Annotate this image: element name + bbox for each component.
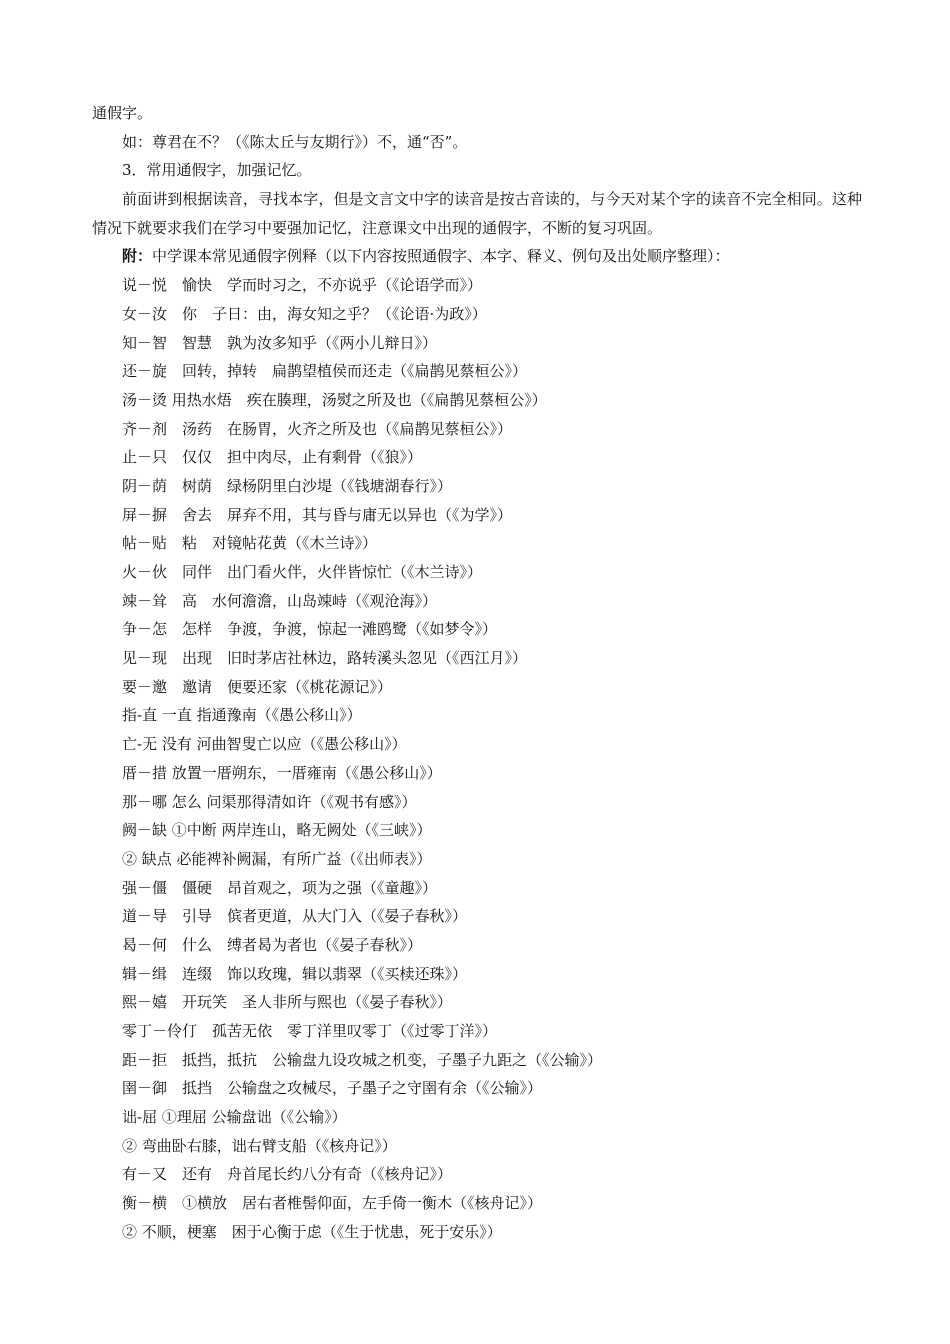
entry-line: 衡－横 ①横放 居右者椎髻仰面，左手倚一衡木（《核舟记》） <box>122 1194 543 1213</box>
entry-line: ② 不顺，梗塞 困于心衡于虑（《生于忧患，死于安乐》） <box>122 1222 502 1241</box>
entry-line: 女－汝 你 子日：由，海女知之乎？（《论语·为政》） <box>122 304 487 323</box>
intro-line: 通假字。 <box>92 104 153 122</box>
entry-line: 止－只 仅仅 担中肉尽，止有剩骨（《狼》） <box>122 448 423 467</box>
entry-line: 距－拒 抵挡，抵抗 公输盘九设攻城之机变，子墨子九距之（《公输》） <box>122 1050 603 1069</box>
entry-line: 道－导 引导 傧者更道，从大门入（《晏子春秋》） <box>122 907 468 926</box>
entry-line: 强－僵 僵硬 昂首观之，项为之强（《童趣》） <box>122 878 438 897</box>
entry-line: 知－智 智慧 孰为汝多知乎（《两小儿辩日》） <box>122 333 438 352</box>
appendix-label: 附： <box>122 247 153 266</box>
entry-line: 火－伙 同伴 出门看火伴，火伴皆惊忙（《木兰诗》） <box>122 563 483 582</box>
entry-line: 亡-无 没有 河曲智叟亡以应（《愚公移山》） <box>122 735 407 754</box>
entry-line: 有－又 还有 舟首尾长约八分有奇（《核舟记》） <box>122 1165 453 1184</box>
entry-line: ② 缺点 必能裨补阙漏，有所广益（《出师表》） <box>122 849 432 868</box>
document-body <box>92 99 862 1247</box>
explanation-paragraph: 前面讲到根据读音，寻找本字，但是文言文中字的读音是按古音读的，与今天对某个字的读音不完全相同。这种情况下就要求我们在学习中要强加记忆，注意课文中出现的通假字，不断的复习巩固。 <box>92 190 862 237</box>
entry-line: 阙－缺 ①中断 两岸连山，略无阙处（《三峡》） <box>122 821 432 840</box>
appendix-text: 中学课本常见通假字例释（以下内容按照通假字、本字、释义、例句及出处顺序整理）： <box>152 247 730 266</box>
appendix-heading <box>92 242 862 271</box>
entry-line: 指-直 一直 指通豫南（《愚公移山》） <box>122 706 362 725</box>
entry-list <box>92 271 862 1246</box>
entry-line: 那－哪 怎么 问渠那得清如许（《观书有感》） <box>122 792 417 811</box>
entry-line: 诎-屈 ①理屈 公输盘诎（《公输》） <box>122 1108 347 1127</box>
entry-line: 还－旋 回转，掉转 扁鹊望植侯而还走（《扁鹊见蔡桓公》） <box>122 362 528 381</box>
entry-line: 要－邀 邀请 便要还家（《桃花源记》） <box>122 677 393 696</box>
section-heading: 3．常用通假字，加强记忆。 <box>122 161 312 180</box>
entry-line: 竦－耸 高 水何澹澹，山岛竦峙（《观沧海》） <box>122 591 438 610</box>
entry-line: ② 弯曲卧右膝，诎右臂支船（《核舟记》） <box>122 1136 397 1155</box>
entry-line: 说－悦 愉快 学而时习之，不亦说乎（《论语学而》） <box>122 276 483 295</box>
entry-line: 辑－缉 连缀 饰以玫瑰，辑以翡翠（《买椟还珠》） <box>122 964 468 983</box>
entry-line: 争－怎 怎样 争渡，争渡，惊起一滩鸥鹭（《如梦令》） <box>122 620 498 639</box>
entry-line: 见－现 出现 旧时茅店社林边，路转溪头忽见（《西江月》） <box>122 649 528 668</box>
entry-line: 齐－剂 汤药 在肠胃，火齐之所及也（《扁鹊见蔡桓公》） <box>122 419 513 438</box>
entry-line: 屏－摒 舍去 屏弃不用，其与昏与庸无以异也（《为学》） <box>122 505 513 524</box>
entry-line: 阴－荫 树荫 绿杨阴里白沙堤（《钱塘湖春行》） <box>122 476 453 495</box>
entry-line: 曷－何 什么 缚者曷为者也（《晏子春秋》） <box>122 935 423 954</box>
entry-line: 圉－御 抵挡 公输盘之攻械尽，子墨子之守圉有余（《公输》） <box>122 1079 543 1098</box>
entry-line: 熙－嬉 开玩笑 圣人非所与熙也（《晏子春秋》） <box>122 993 453 1012</box>
entry-line: 零丁－伶仃 孤苦无依 零丁洋里叹零丁（《过零丁洋》） <box>122 1022 498 1041</box>
entry-line: 汤－烫 用热水焐 疾在腠理，汤熨之所及也（《扁鹊见蔡桓公》） <box>122 390 547 409</box>
intro-line: 如：尊君在不？（《陈太丘与友期行》）不，通“否”。 <box>122 132 468 151</box>
entry-line: 厝－措 放置一厝朔东，一厝雍南（《愚公移山》） <box>122 763 442 782</box>
entry-line: 帖－贴 粘 对镜帖花黄（《木兰诗》） <box>122 534 378 553</box>
